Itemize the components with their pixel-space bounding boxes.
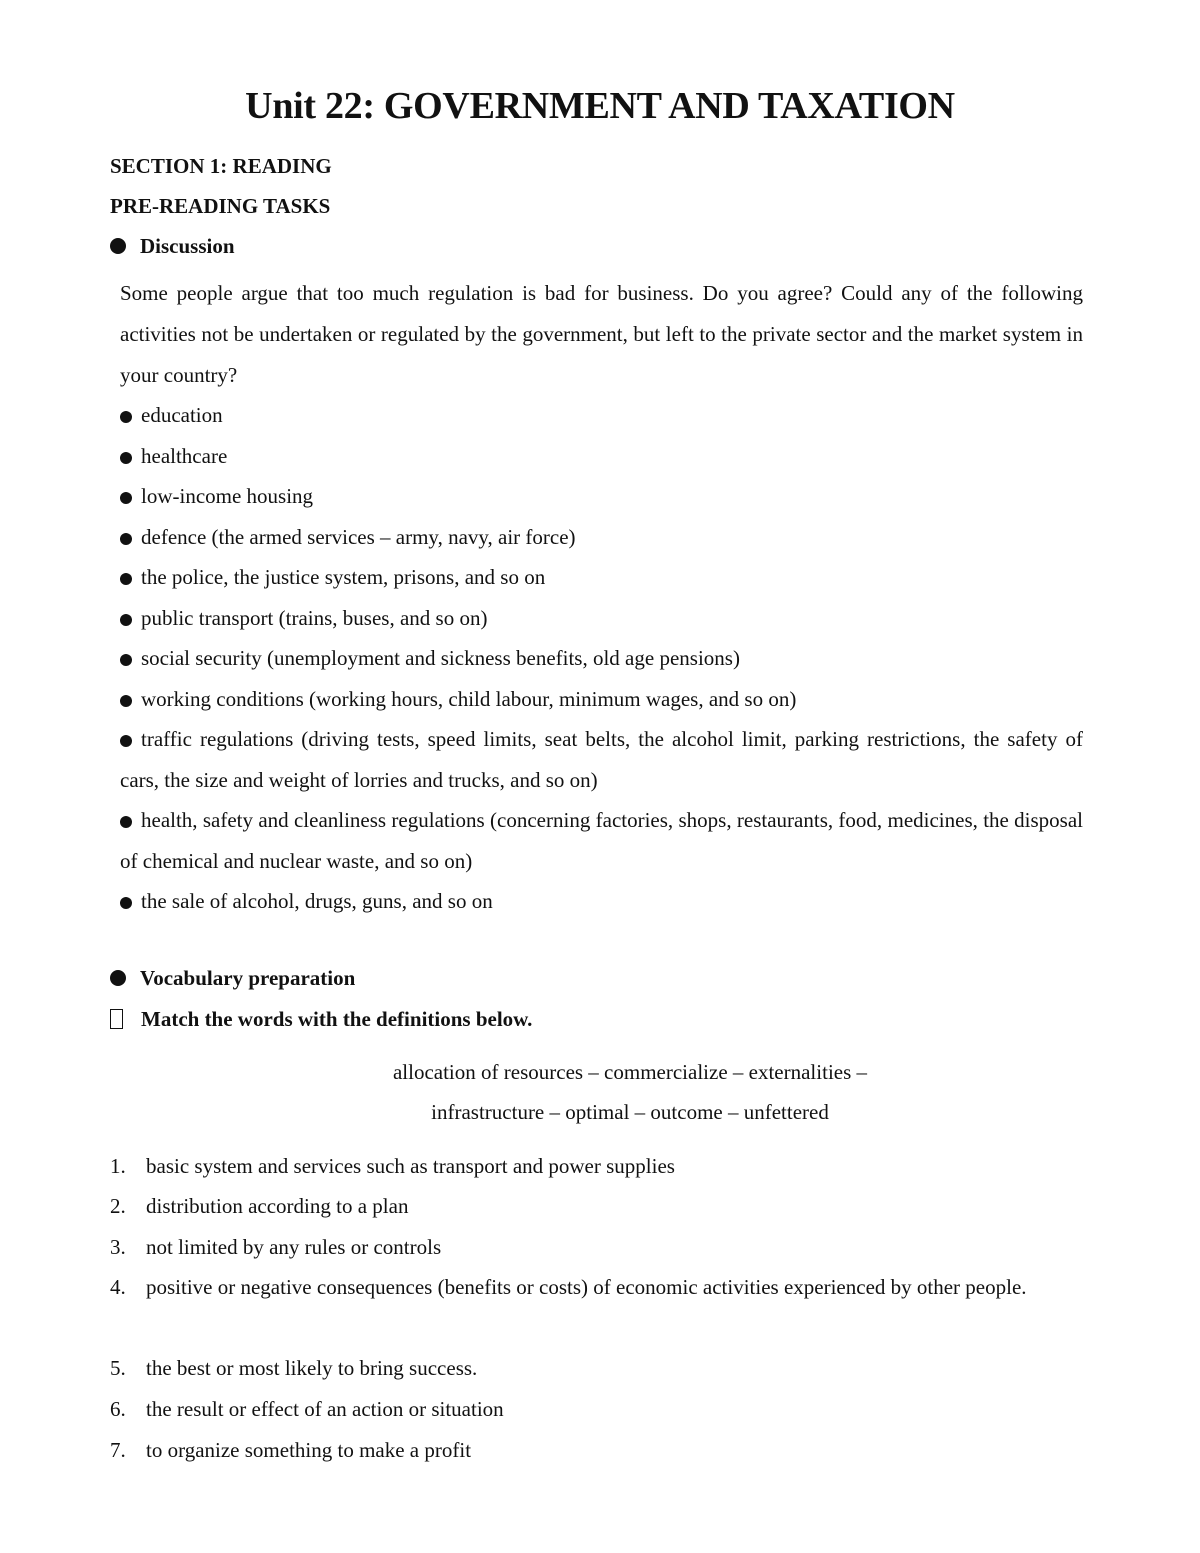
bullet-icon — [120, 897, 132, 909]
discussion-list — [120, 395, 1083, 922]
bullet-icon — [110, 238, 126, 254]
bullet-icon — [120, 735, 132, 747]
list-item: working conditions (working hours, child labour, minimum wages, and so on) — [120, 679, 1083, 720]
bullet-icon — [120, 614, 132, 626]
vocabulary-heading-row — [110, 963, 355, 993]
bullet-icon — [120, 695, 132, 707]
word-bank-line-2: infrastructure – optimal – outcome – unfettered — [431, 1100, 829, 1124]
list-item: public transport (trains, buses, and so on) — [120, 598, 1083, 639]
discussion-prompt: Some people argue that too much regulation is bad for business. Do you agree? Could any of the following activities not be undertaken or regulated by the government, but left to the private sector and the market system in your country? — [120, 281, 1083, 387]
list-item: low-income housing — [120, 476, 1083, 517]
discussion-heading-row — [110, 231, 235, 261]
bullet-icon — [120, 533, 132, 545]
section-heading: SECTION 1: READING — [110, 154, 332, 178]
word-bank-line-1: allocation of resources – commercialize – externalities – — [392, 1060, 868, 1084]
list-item: the sale of alcohol, drugs, guns, and so on — [120, 881, 1083, 922]
definition-item: 7. to organize something to make a profit — [110, 1438, 472, 1462]
list-item: defence (the armed services – army, navy, air force) — [120, 517, 1083, 558]
list-item: social security (unemployment and sickness benefits, old age pensions) — [120, 638, 1083, 679]
definition-item: 4. positive or negative consequences (benefits or costs) of economic activities experienced by other people. — [110, 1275, 1027, 1299]
list-item: traffic regulations (driving tests, speed limits, seat belts, the alcohol limit, parking restrictions, the safety of cars, the size and weight of lorries and trucks, and so on) — [120, 727, 1083, 792]
list-item: education — [120, 395, 1083, 436]
definition-item: 5. the best or most likely to bring success. — [110, 1356, 478, 1380]
list-item: the police, the justice system, prisons, and so on — [120, 557, 1083, 598]
definition-item: 3. not limited by any rules or controls — [110, 1235, 442, 1259]
instruction-row — [110, 1004, 532, 1034]
bullet-icon — [120, 492, 132, 504]
discussion-heading: Discussion — [140, 234, 235, 258]
bullet-icon — [110, 970, 126, 986]
definition-item: 1. basic system and services such as transport and power supplies — [110, 1154, 675, 1178]
bullet-icon — [120, 452, 132, 464]
vocabulary-heading: Vocabulary preparation — [140, 966, 356, 990]
definition-item: 6. the result or effect of an action or situation — [110, 1397, 504, 1421]
list-item: health, safety and cleanliness regulations (concerning factories, shops, restaurants, food, medicines, the disposal of chemical and nuclear waste, and so on) — [120, 808, 1083, 873]
vocabulary-instruction: Match the words with the definitions below. — [141, 1007, 533, 1031]
missing-glyph-icon — [110, 1009, 123, 1029]
bullet-icon — [120, 816, 132, 828]
list-item: healthcare — [120, 436, 1083, 477]
bullet-icon — [120, 654, 132, 666]
bullet-icon — [120, 573, 132, 585]
bullet-icon — [120, 411, 132, 423]
page-title: Unit 22: GOVERNMENT AND TAXATION — [245, 85, 955, 127]
definition-item: 2. distribution according to a plan — [110, 1194, 409, 1218]
subsection-heading: PRE-READING TASKS — [110, 194, 331, 218]
